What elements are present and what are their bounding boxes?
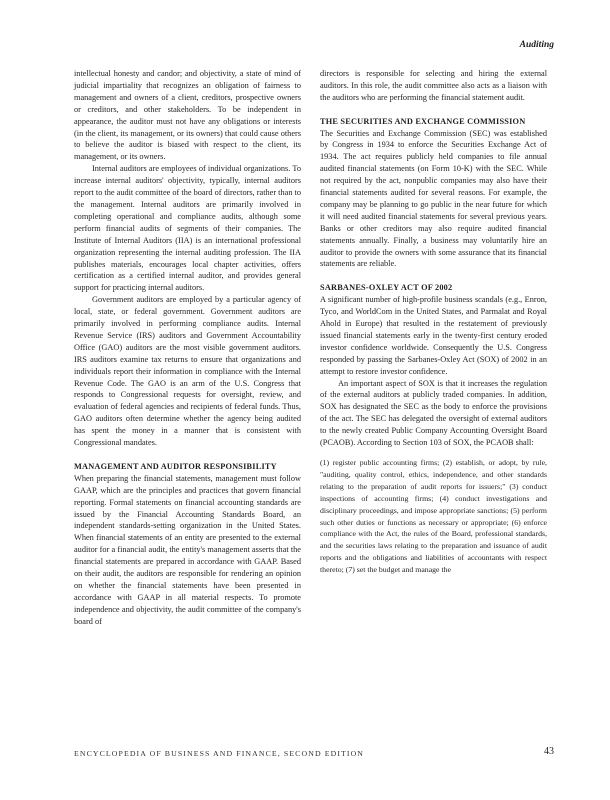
paragraph-independence: intellectual honesty and candor; and objectivity, a state of mind of judicial impartiality that recognizes an obligation of fairness to management and owners of a client, creditors, prospective owners or creditors, and other stakeholders. To be independent in appearance, the auditor must not have any obligations or interests (in the client, its management, or its owners) that could cause others to believe the auditor is biased with respect to the client, its management, or its owners. [74,69,301,162]
paragraph-audit-committee: directors is responsible for selecting and hiring the external auditors. In this role, the audit committee also acts as a liaison with the auditors who are performing the financial statement audit. [320,69,547,102]
footer-publication-title: ENCYCLOPEDIA OF BUSINESS AND FINANCE, SECOND EDITION [74,749,365,758]
quote-spacer [320,449,547,457]
page-number: 43 [544,746,554,757]
paragraph-government-auditors: Government auditors are employed by a particular agency of local, state, or federal government. Government auditors are primarily involved in performing compliance audits. Internal Revenue Service (IRS) auditors and Government Accountability Office (GAO) auditors are the most visible government auditors. IRS auditors examine tax returns to ensure that organizations and individuals report their information in compliance with the Internal Revenue Code. The GAO is an arm of the U.S. Congress that responds to Congressional requests for oversight, review, and evaluation of federal agencies and recipients of federal funds. Thus, GAO auditors often determine whether the agency being audited has spent the money in a manner that is consistent with Congressional mandates. [74,295,301,448]
section-gap [74,449,301,461]
right-column [320,68,547,576]
heading-sarbanes-oxley: SARBANES-OXLEY ACT OF 2002 [320,283,453,293]
left-column [74,68,301,628]
paragraph-sec: The Securities and Exchange Commission (SEC) was established by Congress in 1934 to enforce the Securities Exchange Act of 1934. The act requires publicly held companies to file annual audited financial statements (on Form 10-K) with the SEC. While not required by the act, nonpublic companies may also have their financial statements audited for several reasons. For example, the company may be planning to go public in the near future for which it will need audited financial statements for several previous years. Banks or other creditors may also require audited financial statements annually. Finally, a business may voluntarily hire an auditor to provide the owners with some assurance that its financial statements are reliable. [320,128,547,269]
paragraph-internal-auditors: Internal auditors are employees of individual organizations. To increase internal auditors' objectivity, typically, internal auditors report to the audit committee of the board of directors, rather than to the management. Internal auditors are primarily involved in completing operational and compliance audits, although some perform financial audits of segments of their companies. The Institute of Internal Auditors (IIA) is an international professional organization representing the internal auditing profession. The IIA publishes materials, encourages local chapter activities, offers certification as a certified internal auditor, and provides general support for practicing internal auditors. [74,164,301,293]
section-gap [320,104,547,116]
block-quote-pcaob: (1) register public accounting firms; (2) establish, or adopt, by rule, "auditing, quality control, ethics, independence, and other standards relating to the preparation of audit reports for issuers;" (3) conduct inspections of accounting firms; (4) conduct investigations and disciplinary proceedings, and impose appropriate sanctions; (5) perform such other duties or functions as necessary or appropriate; (6) enforce compliance with the Act, the rules of the Board, professional standards, and the securities laws relating to the preparation and issuance of audit reports and the obligations and liabilities of accountants with respect thereto; (7) set the budget and manage the [320,457,547,575]
paragraph-management: When preparing the financial statements, management must follow GAAP, which are the principles and practices that govern financial reporting. Formal statements on financial accounting standards are issued by the Financial Accounting Standards Board, an independent standards-setting organization in the United States. When financial statements of an entity are presented to the external auditor for a financial audit, the entity's management asserts that the financial statements are prepared in accordance with GAAP. Based on their audit, the auditors are responsible for rendering an opinion on whether the financial statements have been presented in accordance with GAAP in all material respects. To promote independence and objectivity, the audit committee of the company's board of [74,473,301,626]
heading-sec: THE SECURITIES AND EXCHANGE COMMISSION [320,116,526,126]
running-head: Auditing [519,40,554,50]
heading-management-responsibility: MANAGEMENT AND AUDITOR RESPONSIBILITY [74,461,277,471]
paragraph-sox-regulation: An important aspect of SOX is that it increases the regulation of the external auditors at publicly traded companies. In addition, SOX has designated the SEC as the body to enforce the provisions of the act. The SEC has delegated the oversight of external auditors to the newly created Public Company Accounting Oversight Board (PCAOB). According to Section 103 of SOX, the PCAOB shall: [320,378,547,448]
paragraph-scandals: A significant number of high-profile business scandals (e.g., Enron, Tyco, and WorldCom in the United States, and Parmalat and Royal Ahold in Europe) that resulted in the restatement of previously issued financial statements early in the twenty-first century eroded investor confidence worldwide. Consequently the U.S. Congress responded by passing the Sarbanes-Oxley Act (SOX) of 2002 in an attempt to restore investor confidence. [320,295,547,376]
section-gap [320,270,547,282]
